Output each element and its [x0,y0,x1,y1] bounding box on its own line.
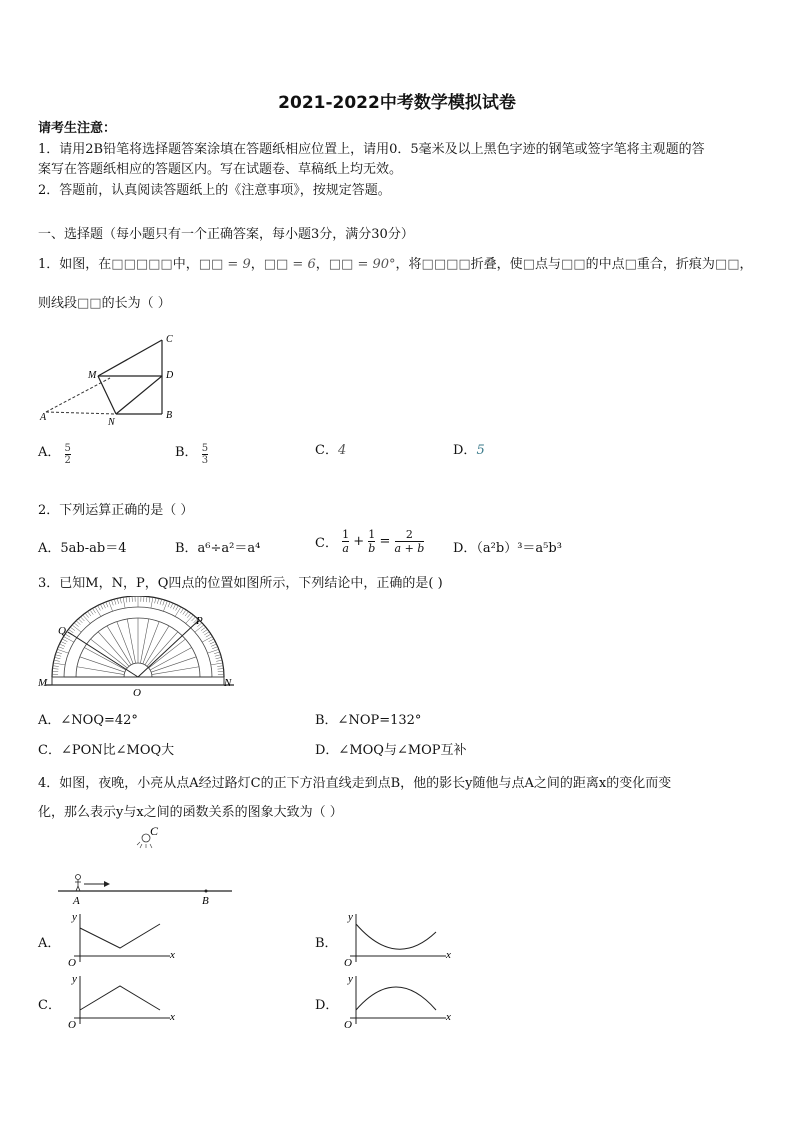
q3-degree-tick [56,652,62,654]
q3-degree-tick [216,657,222,658]
q3-degree-tick [214,652,220,654]
q3-degree-tick [74,623,78,627]
q3-degree-tick [70,627,75,630]
q3-option-a[interactable]: A．∠NOQ=42° [38,713,138,728]
q1-segment-nd [116,376,162,414]
q3-degree-tick [204,632,209,635]
q4d-x-label: x [446,1011,451,1023]
q3-degree-tick [201,627,206,630]
q2-c-frac-3-num: 2 [395,528,425,542]
q3-label-m: M [38,677,48,689]
q1-option-a-fraction [65,443,71,466]
q1-option-b[interactable] [175,439,208,466]
q3-degree-tick [100,604,103,609]
q3-degree-tick [217,666,223,667]
q1-dashed-an [46,412,116,414]
q4-label-b: B [202,895,209,907]
q3-degree-tick [95,607,101,617]
q1-option-c-label: C． [315,443,338,458]
q4-option-b-graph[interactable] [338,908,456,966]
q1-condition-2: □□ = 6 [263,257,316,272]
q1-condition-1: □□ = 9 [198,257,251,272]
q1-stem-a: 1．如图，在 [38,257,112,272]
q3-degree-tick [180,608,183,613]
q1-stem-d: 折叠，使 [470,257,523,272]
q1-blank-6: □□ [714,257,740,272]
q4-person-head [76,875,81,880]
q4c-origin-label: O [68,1019,76,1028]
q1-option-b-den: 3 [201,455,209,466]
q1-blank-1: □□□□□ [111,257,173,272]
q1-option-b-num: 5 [201,443,209,454]
q3-degree-tick [123,597,125,608]
q3-degree-tick [146,596,147,602]
q2-option-a[interactable]: A．5ab-ab＝4 [38,541,127,556]
q1-line2a: 则线段 [38,296,78,311]
q2-c-plus: + [353,534,365,549]
q3-degree-tick [160,599,162,604]
q3-degree-tick [80,617,84,621]
q4a-y-label: y [72,911,77,923]
q1-stem-h: ， [739,257,753,272]
q4-option-c-graph[interactable] [62,970,180,1028]
q3-degree-tick [215,655,221,657]
q1-blank-2: □□□□ [421,257,471,272]
q4-stem-line-2: 化，那么表示y与x之间的函数关系的图象大致为（ ） [38,805,343,820]
q3-degree-tick [52,669,58,670]
q2-c-frac-2-den: b [368,542,376,555]
q1-stem-line-2 [38,292,171,311]
q4b-x-label: x [446,949,451,961]
q3-degree-tick [92,608,95,613]
q3-degree-tick [206,634,211,637]
q1-label-b: B [166,410,173,421]
q2-c-frac-2 [368,528,375,555]
q2-c-frac-3 [395,528,425,555]
q2-option-d[interactable]: D．（a²b）³＝a⁵b³ [453,541,562,556]
q4-label-c: C [150,824,159,838]
q3-degree-tick [218,669,224,670]
q3-option-c[interactable]: C．∠PON比∠MOQ大 [38,743,175,758]
q3-degree-tick [209,639,214,642]
q2-option-c-label: C． [315,536,338,551]
q3-degree-tick [59,644,64,646]
q3-degree-tick [87,611,91,616]
q4a-curve [80,924,160,948]
q4-lamp-icon [142,834,150,842]
notice-line-2: 2．答题前，认真阅读答题纸上的《注意事项》，按规定答题。 [38,183,391,198]
q1-segment-mn [98,376,116,414]
q3-degree-tick [185,611,189,616]
q3-degree-tick [111,600,113,605]
q3-degree-tick [85,613,89,617]
q1-option-a-den: 2 [64,455,71,466]
q1-figure [38,328,188,428]
q4b-origin-label: O [344,957,352,966]
q3-degree-tick [212,647,218,649]
q3-degree-tick [211,663,223,665]
q1-blank-4: □□ [561,257,586,272]
q3-degree-tick [187,613,191,617]
q3-degree-tick [114,599,116,604]
q1-option-a-label: A． [38,445,61,460]
q3-degree-tick [173,604,176,609]
notice-heading: 请考生注意： [38,121,117,136]
q1-label-a: A [40,412,47,423]
page-title: 2021-2022中考数学模拟试卷 [278,93,516,113]
q3-protractor-base [52,677,224,685]
q3-degree-tick [64,637,74,643]
q3-degree-tick [72,625,81,632]
q3-degree-tick [171,603,173,608]
q3-degree-tick [129,596,130,602]
q3-degree-tick [210,641,215,643]
q3-degree-tick [78,619,82,623]
q4-scene-figure [58,822,238,910]
q1-label-d: D [166,370,174,381]
q3-stem: 3．已知M，N，P，Q四点的位置如图所示，下列结论中，正确的是( ) [38,576,443,591]
q1-sep-2: ， [315,257,329,272]
q3-degree-tick [203,629,208,632]
q3-option-d[interactable]: D．∠MOQ与∠MOP互补 [315,743,467,758]
q4d-curve [356,987,436,1010]
q3-radial-line [152,667,199,675]
q4d-y-label: y [348,973,353,985]
q3-label-q: Q [58,625,66,637]
q1-stem-e: 点与 [534,257,561,272]
q3-degree-tick [61,641,66,643]
q4-option-c-label[interactable]: C． [38,998,61,1013]
q4b-curve [356,924,436,949]
q3-label-n: N [224,677,232,689]
q3-degree-tick [120,598,121,604]
q1-stem-b: 中， [172,257,199,272]
q1-stem-f: 的中点 [585,257,625,272]
q3-degree-tick [157,598,158,604]
q2-stem: 2．下列运算正确的是（ ） [38,503,194,518]
q1-label-c: C [166,334,173,345]
q2-option-c[interactable] [315,528,424,555]
section-heading: 一、选择题（每小题只有一个正确答案，每小题3分，满分30分） [38,227,414,242]
notice-line-1b: 案写在答题纸相应的答题区内。写在试题卷、草稿纸上均无效。 [38,162,403,177]
q4-arrow-head-icon [104,881,110,887]
q4-label-a: A [73,895,80,907]
q4-option-a-graph[interactable] [62,908,180,966]
q1-sep-1: ， [250,257,264,272]
q3-label-o: O [133,687,141,696]
q1-label-n: N [108,417,115,428]
q3-option-b[interactable]: B．∠NOP=132° [315,713,422,728]
q3-degree-tick [175,607,181,617]
q4a-origin-label: O [68,957,76,966]
q3-radial-line [140,619,148,663]
q3-degree-tick [183,610,186,615]
q1-stem [38,253,753,272]
q3-degree-tick [58,647,64,649]
q3-label-p: P [196,615,203,627]
q3-degree-tick [149,597,150,603]
q3-degree-tick [163,600,165,605]
q4-lamp-rays [137,842,152,848]
q1-stem-c: ，将 [395,257,422,272]
q4d-origin-label: O [344,1019,352,1028]
q4-option-d-graph[interactable] [338,970,456,1028]
q2-c-frac-2-num: 1 [368,528,376,541]
q3-degree-tick [202,637,212,643]
q4c-y-label: y [72,973,77,985]
q4-stem-line-1: 4．如图，夜晚，小亮从点A经过路灯C的正下方沿直线走到点B，他的影长y随他与点A之间的距离x的变化而变 [38,776,672,791]
q3-degree-tick [211,644,216,646]
q3-degree-tick [54,660,60,661]
q3-degree-tick [53,663,65,665]
q3-degree-tick [176,605,179,610]
q3-degree-tick [151,597,153,608]
q3-radial-line [143,622,159,664]
q1-option-b-label: B． [175,445,198,460]
q3-ray-oq [68,632,138,677]
q3-radial-line [151,657,196,672]
q3-degree-tick [126,597,127,603]
q1-blank-3: □ [522,257,535,272]
q3-degree-tick [55,655,61,657]
q1-option-d[interactable] [453,439,485,458]
q3-degree-tick [117,598,118,604]
q4-point-b [205,890,208,893]
q1-option-c-value: 4 [337,443,347,458]
q3-degree-tick [55,657,61,658]
q4-option-d-label[interactable]: D． [315,998,339,1013]
q4-option-a-label[interactable]: A． [38,936,61,951]
q3-radial-line [117,622,133,664]
q1-blank-5: □ [624,257,637,272]
q2-c-frac-1-num: 1 [342,528,350,541]
q2-c-frac-3-den: a + b [394,542,425,555]
q1-option-c[interactable] [315,439,346,458]
q1-line2b: 的长为（ ） [101,296,171,311]
q1-label-m: M [88,370,97,381]
q3-degree-tick [192,617,196,621]
q1-blank-7: □□ [77,296,102,311]
q4c-x-label: x [170,1011,175,1023]
q3-degree-tick [186,615,194,624]
q1-option-b-fraction [202,443,208,466]
q3-degree-tick [106,602,108,607]
q3-degree-tick [90,610,93,615]
q1-segment-cm [98,340,162,376]
q3-degree-tick [83,615,91,624]
q1-dashed-am [46,378,110,412]
q3-degree-tick [62,639,67,642]
q3-protractor-figure [38,596,238,696]
q1-option-a-num: 5 [64,443,71,454]
notice-line-1a: 1．请用2B铅笔将选择题答案涂填在答题纸相应位置上，请用0．5毫米及以上黑色字迹的钢笔或签字笔将主观题的答 [38,142,705,157]
q4-option-b-label[interactable]: B． [315,936,338,951]
q3-degree-tick [76,621,80,625]
q3-degree-tick [216,660,222,661]
q3-degree-tick [103,603,105,608]
q3-radial-line [127,619,135,663]
q1-condition-3: □□ = 90° [328,257,396,272]
q1-option-d-value: 5 [476,443,485,458]
q2-c-frac-1-den: a [342,542,349,555]
q4b-y-label: y [348,911,353,923]
q1-option-d-label: D． [453,443,477,458]
q3-degree-tick [155,598,156,604]
q4a-x-label: x [170,949,175,961]
q3-radial-line [77,667,124,675]
q4c-curve [80,986,160,1010]
q3-degree-tick [168,602,170,607]
q3-radial-lines [77,618,199,675]
q1-stem-g: 重合，折痕为 [636,257,715,272]
q2-c-frac-1 [342,528,349,555]
q2-option-b[interactable]: B．a⁶÷a²＝a⁴ [175,541,261,556]
q3-degree-tick [98,605,101,610]
q3-degree-tick [53,666,59,667]
q2-c-equals: = [379,534,391,549]
q1-option-a[interactable] [38,439,71,466]
